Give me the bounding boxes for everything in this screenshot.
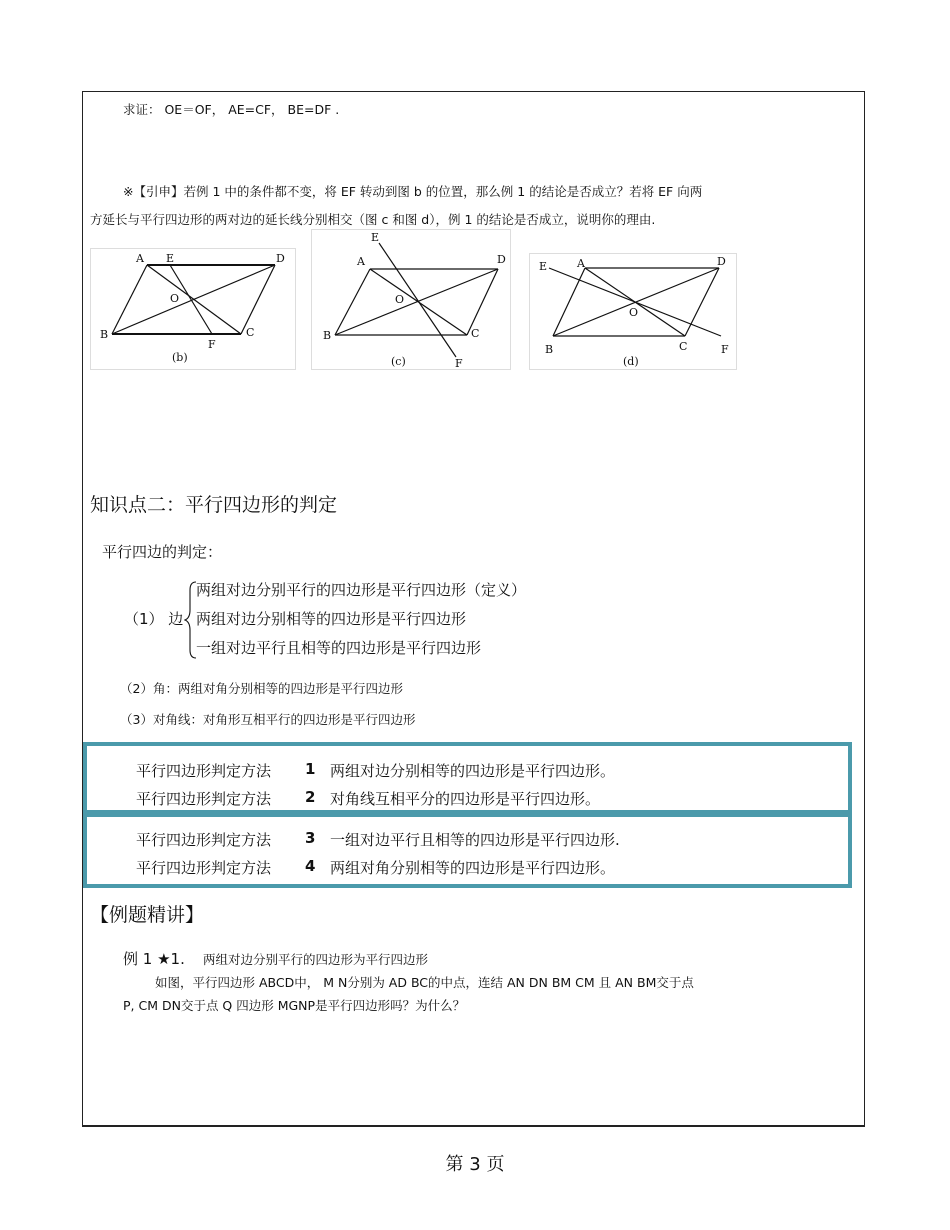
fig-b-label-e: E bbox=[166, 252, 175, 265]
method-4-prefix: 平行四边形判定方法 bbox=[136, 859, 272, 877]
fig-d-label-d: D bbox=[717, 255, 726, 268]
fig-b-label-d: D bbox=[276, 252, 285, 265]
extension-line-2: 方延长与平行四边形的两对边的延长线分别相交（图 c 和图 d），例 1 的结论是否成立，说明你的理由. bbox=[90, 212, 656, 227]
page-number: 第 3 页 bbox=[445, 1154, 505, 1175]
fig-c-label-d: D bbox=[497, 253, 506, 266]
side-item-1: 两组对边分别平行的四边形是平行四边形（定义） bbox=[196, 581, 527, 599]
fig-b-label-f: F bbox=[208, 338, 216, 351]
fig-d-label-a: A bbox=[577, 257, 585, 270]
figure-d bbox=[529, 253, 737, 370]
fig-c-label-a: A bbox=[357, 255, 365, 268]
fig-c-caption: (c) bbox=[391, 355, 406, 368]
fig-c-label-b: B bbox=[323, 329, 332, 342]
fig-b-label-c: C bbox=[246, 326, 255, 339]
method-4-text: 两组对角分别相等的四边形是平行四边形。 bbox=[330, 859, 616, 877]
proof-statement: 求证： OE＝OF， AE=CF， BE=DF . bbox=[123, 102, 340, 117]
method-3-prefix: 平行四边形判定方法 bbox=[136, 831, 272, 849]
example-1-title: 两组对边分别平行的四边形为平行四边形 bbox=[203, 952, 429, 967]
examples-heading: 【例题精讲】 bbox=[90, 904, 205, 926]
criterion-angle: （2）角：两组对角分别相等的四边形是平行四边形 bbox=[120, 681, 403, 696]
method-1-text: 两组对边分别相等的四边形是平行四边形。 bbox=[330, 762, 616, 780]
side-item-3: 一组对边平行且相等的四边形是平行四边形 bbox=[196, 639, 482, 657]
fig-b-label-o: O bbox=[170, 292, 180, 305]
figure-b bbox=[90, 248, 296, 370]
method-2-prefix: 平行四边形判定方法 bbox=[136, 790, 272, 808]
fig-d-caption: (d) bbox=[623, 355, 639, 368]
method-1-num: 1 bbox=[305, 760, 316, 778]
fig-c-label-o: O bbox=[395, 293, 405, 306]
fig-b-label-b: B bbox=[100, 328, 109, 341]
method-2-text: 对角线互相平分的四边形是平行四边形。 bbox=[330, 790, 601, 808]
method-3-text: 一组对边平行且相等的四边形是平行四边形. bbox=[330, 831, 620, 849]
fig-d-label-f: F bbox=[721, 343, 729, 356]
fig-c-label-e: E bbox=[371, 231, 380, 244]
side-label: （1） 边 bbox=[124, 610, 184, 628]
example-1-label: 例 1 ★1. bbox=[123, 950, 185, 968]
fig-b-caption: (b) bbox=[172, 351, 188, 364]
method-4-num: 4 bbox=[305, 857, 316, 875]
example-1-line-2: P, CM DN交于点 Q 四边形 MGNP是平行四边形吗？为什么？ bbox=[123, 998, 466, 1013]
criterion-diagonal: （3）对角线：对角形互相平行的四边形是平行四边形 bbox=[120, 712, 416, 727]
method-2-num: 2 bbox=[305, 788, 316, 806]
fig-c-label-f: F bbox=[455, 357, 463, 370]
fig-c-label-c: C bbox=[471, 327, 480, 340]
section-title: 知识点二：平行四边形的判定 bbox=[90, 494, 338, 516]
fig-d-label-c: C bbox=[679, 340, 688, 353]
fig-d-label-o: O bbox=[629, 306, 639, 319]
section-intro: 平行四边的判定： bbox=[102, 543, 223, 561]
method-1-prefix: 平行四边形判定方法 bbox=[136, 762, 272, 780]
method-3-num: 3 bbox=[305, 829, 316, 847]
fig-d-label-e: E bbox=[539, 260, 548, 273]
example-1-line-1: 如图，平行四边形 ABCD中， M N分别为 AD BC的中点，连结 AN DN BM CM 且 AN BM交于点 bbox=[155, 975, 694, 990]
side-item-2: 两组对边分别相等的四边形是平行四边形 bbox=[196, 610, 467, 628]
fig-b-label-a: A bbox=[136, 252, 144, 265]
fig-d-label-b: B bbox=[545, 343, 554, 356]
extension-line-1: ※【引申】若例 1 中的条件都不变，将 EF 转动到图 b 的位置，那么例 1 的结论是否成立？若将 EF 向两 bbox=[123, 184, 703, 199]
figure-c bbox=[311, 229, 511, 370]
